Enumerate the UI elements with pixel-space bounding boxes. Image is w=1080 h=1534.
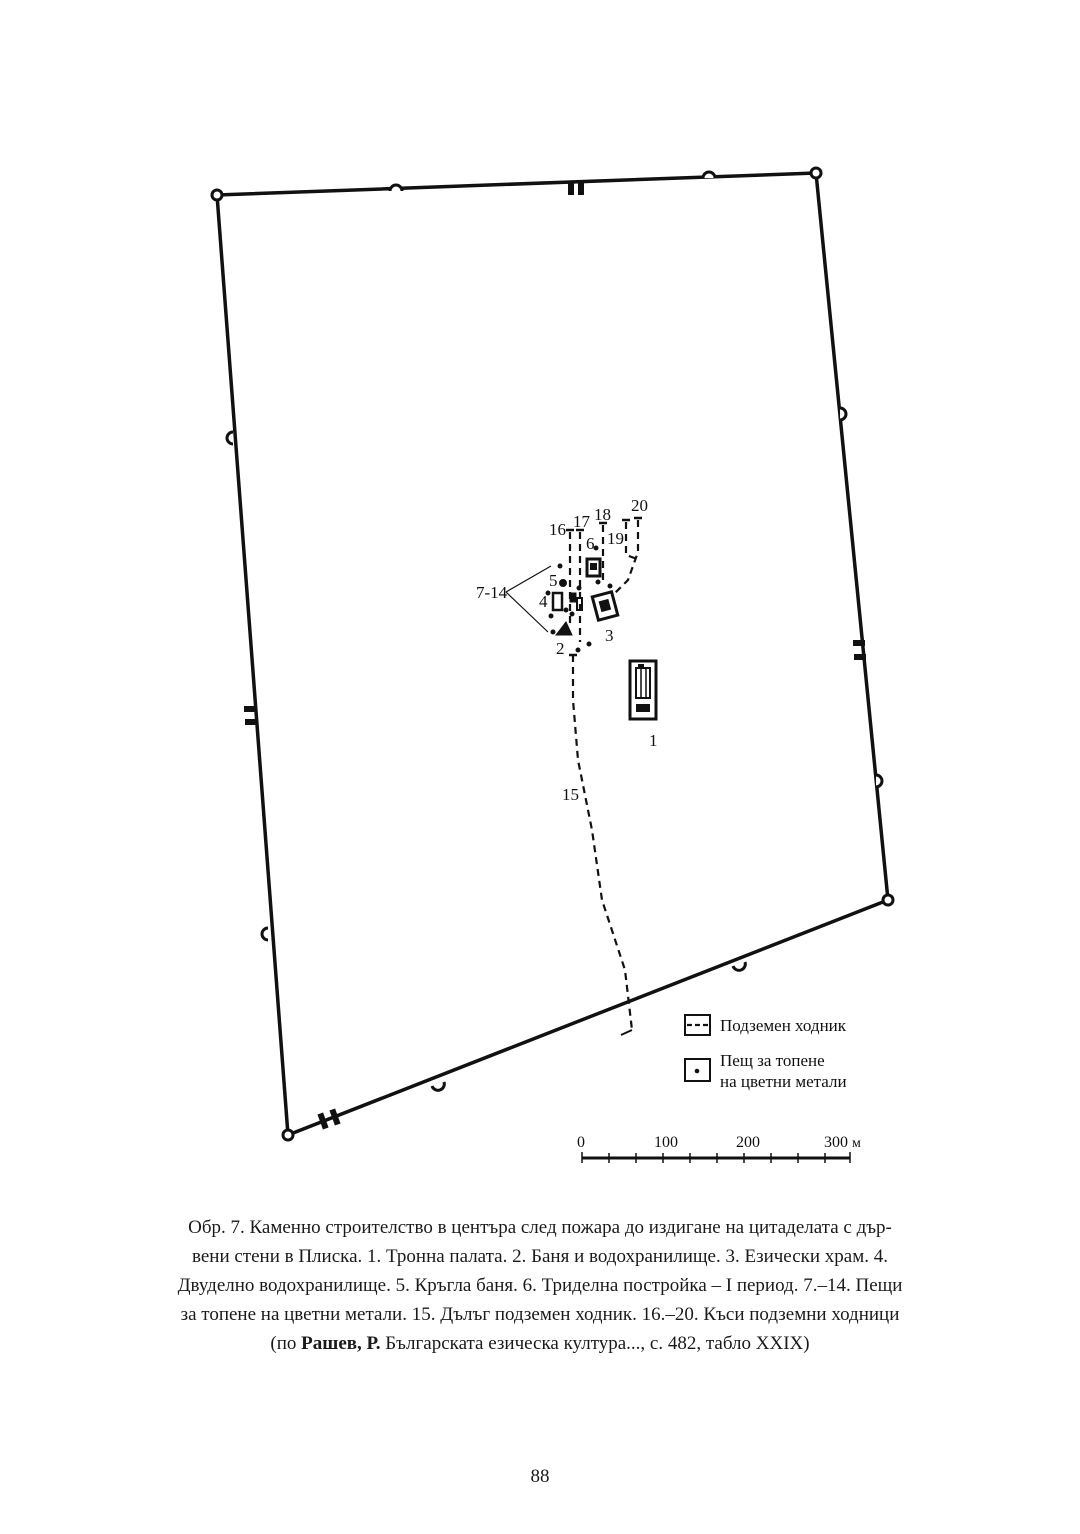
label-16: 16 bbox=[549, 520, 566, 539]
label-4: 4 bbox=[539, 592, 548, 611]
throne-palace bbox=[630, 661, 656, 719]
legend-tunnel-label: Подземен ходник bbox=[720, 1016, 847, 1035]
legend-furnace-label-2: на цветни метали bbox=[720, 1072, 847, 1091]
label-7-14: 7-14 bbox=[476, 583, 508, 602]
source-rest: Българската езическа култура..., с. 482, табло XXIX) bbox=[385, 1333, 810, 1354]
scale-200: 200 bbox=[736, 1134, 760, 1151]
scale-0: 0 bbox=[577, 1134, 585, 1151]
fortress-wall bbox=[217, 173, 888, 1135]
legend-furnace-symbol bbox=[685, 1059, 710, 1081]
caption-line: Обр. 7. Каменно строителство в центъра след пожара до издигане на цитаделата с дър- bbox=[188, 1217, 892, 1238]
caption-line: за топене на цветни метали. 15. Дълъг подземен ходник. 16.–20. Къси подземни ходници bbox=[180, 1304, 900, 1325]
source-author: Рашев, Р. bbox=[301, 1333, 381, 1354]
label-15: 15 bbox=[562, 785, 579, 804]
label-1: 1 bbox=[649, 731, 658, 750]
source-prefix: (по bbox=[270, 1333, 297, 1354]
label-18: 18 bbox=[594, 505, 611, 524]
corner-towers bbox=[212, 168, 893, 1140]
scale-300: 300 bbox=[824, 1134, 848, 1151]
page-number: 88 bbox=[530, 1466, 550, 1487]
scale-bar bbox=[577, 1134, 861, 1163]
label-3: 3 bbox=[605, 626, 614, 645]
scale-100: 100 bbox=[654, 1134, 678, 1151]
short-tunnel-19 bbox=[626, 522, 640, 560]
caption-line: Двуделно водохранилище. 5. Кръгла баня. 6. Триделна постройка – I период. 7.–14. Пещи bbox=[177, 1275, 903, 1296]
long-tunnel-15 bbox=[573, 655, 632, 1030]
scale-unit: м bbox=[852, 1136, 861, 1151]
legend-tunnel-symbol bbox=[685, 1015, 710, 1035]
label-2: 2 bbox=[556, 639, 565, 658]
figure-caption bbox=[120, 1213, 960, 1358]
long-tunnel-end bbox=[621, 1030, 632, 1035]
legend bbox=[685, 1015, 847, 1091]
legend-furnace-label-1: Пещ за топене bbox=[720, 1051, 825, 1070]
pagan-temple bbox=[592, 592, 618, 620]
caption-line: вени стени в Плиска. 1. Тронна палата. 2. Баня и водохранилище. 3. Езически храм. 4. bbox=[191, 1246, 888, 1267]
label-19: 19 bbox=[607, 529, 624, 548]
label-5: 5 bbox=[549, 571, 558, 590]
feature-labels bbox=[476, 496, 658, 804]
building-6 bbox=[587, 559, 600, 576]
caption-source-line bbox=[120, 1329, 960, 1358]
gates bbox=[244, 182, 866, 1130]
label-6: 6 bbox=[586, 534, 595, 553]
label-17: 17 bbox=[573, 512, 590, 531]
label-20: 20 bbox=[631, 496, 648, 515]
